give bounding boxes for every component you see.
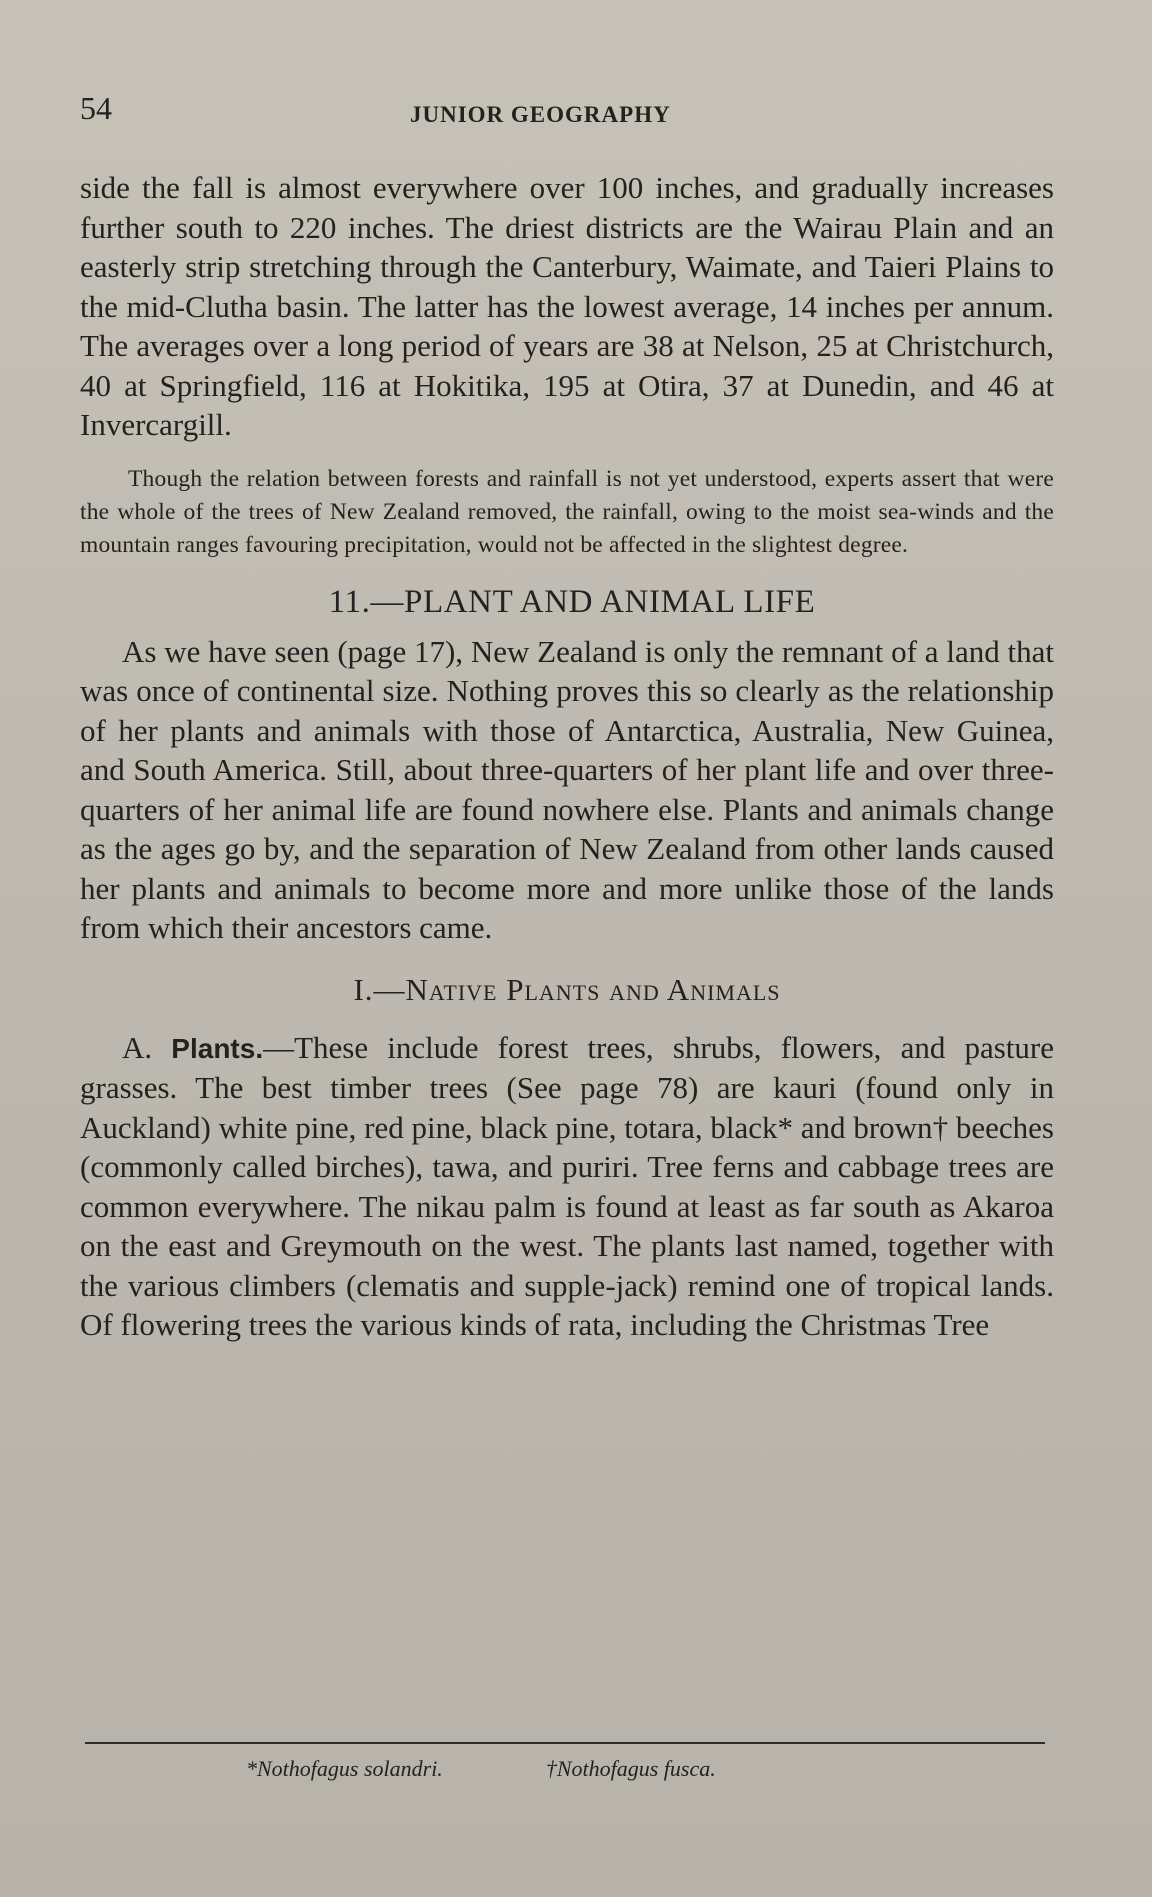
plants-paragraph-text: —These include forest trees, shrubs, flowers, and pasture grasses. The best timber trees (See page 78) are kauri (found only in Auckland) white pine, red pine, black pine, totara, black* and brown† beeches (commonly called birches), tawa, and puriri. Tree ferns and cabbage trees are common everywhere. The nikau palm is found at least as far south as Akaroa on the east and Greymouth on the west. The plants last named, together with the various climbers (clematis and supple-jack) remind one of tropical lands. Of flowering trees the various kinds of rata, including the Christmas Tree [80, 1029, 1055, 1342]
plants-paragraph [80, 1028, 1054, 1345]
plants-paragraph-prefix: A. [122, 1029, 172, 1065]
page-content [80, 168, 1054, 1345]
forest-rainfall-note: Though the relation between forests and rainfall is not yet understood, experts assert that were the whole of the trees of New Zealand removed, the rainfall, owing to the moist sea-winds and the mountain ranges favouring precipitation, would not be affected in the slightest degree. [80, 465, 1054, 558]
footnotes [246, 1756, 946, 1782]
subheading-native-plants-animals: I.—Native Plants and Animals [353, 971, 781, 1007]
section-heading-plant-animal-life: 11.—PLANT AND ANIMAL LIFE [328, 583, 816, 620]
rainfall-paragraph: side the fall is almost everywhere over 100 inches, and gradually increases further south to 220 inches. The driest districts are the Wairau Plain and an easterly strip stretching through the Canterbury, Waimate, and Taieri Plains to the mid-Clutha basin. The latter has the lowest average, 14 inches per annum. The averages over a long period of years are 38 at Nelson, 25 at Christchurch, 40 at Springfield, 116 at Hokitika, 195 at Otira, 37 at Dunedin, and 46 at Invercargill. [80, 170, 1054, 442]
footnote-black-beech: *Nothofagus solandri. [246, 1756, 443, 1781]
running-head: JUNIOR GEOGRAPHY [410, 102, 671, 127]
page-header [80, 88, 1052, 136]
footnote-brown-beech: †Nothofagus fusca. [545, 1756, 716, 1781]
footnote-rule [85, 1742, 1045, 1744]
plants-lead-heading: Plants. [171, 1032, 264, 1064]
plant-animal-intro-paragraph: As we have seen (page 17), New Zealand is only the remnant of a land that was once of continental size. Nothing proves this so clearly as the relationship of her plants and animals with those of Antarctica, Australia, New Guinea, and South America. Still, about three-quarters of her plant life and over three-quarters of her animal life are found nowhere else. Plants and animals change as the ages go by, and the separation of New Zealand from other lands caused her plants and animals to become more and more unlike those of the lands from which their ancestors came. [80, 633, 1054, 945]
page-number: 54 [80, 90, 112, 126]
